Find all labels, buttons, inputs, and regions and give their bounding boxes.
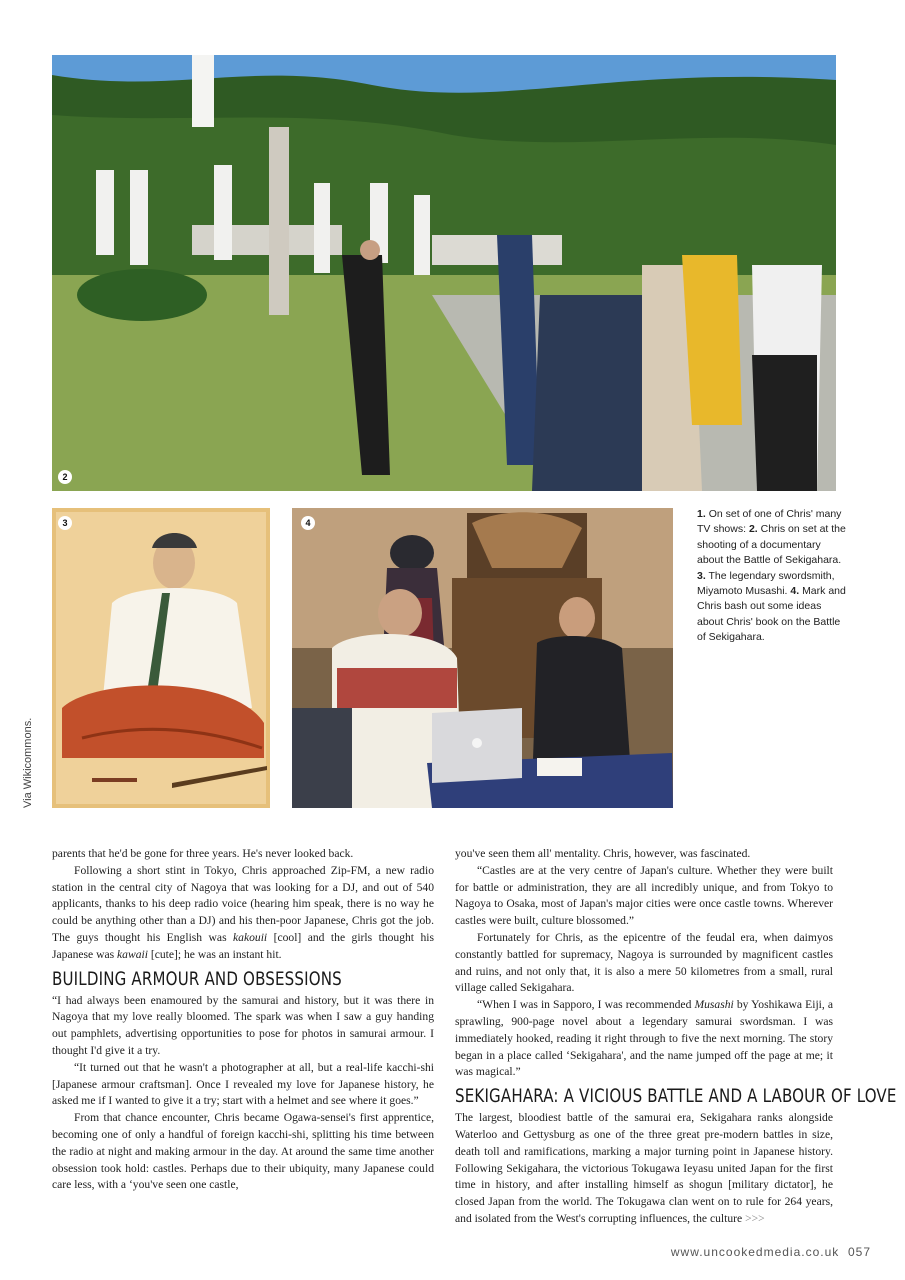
paragraph [52,863,434,964]
caption-text: On set of one of Chris' many TV shows: [697,508,842,536]
photo-caption [697,507,847,646]
photo-number-badge: 3 [58,516,72,530]
caption-text: Mark and Chris bash out some ideas about Chris' book on the Battle of Sekigahara. [697,585,846,644]
italic-word: kawaii [117,947,148,961]
caption-number: 1. [697,508,706,520]
samurai-painting-image [52,508,270,808]
paragraph: Fortunately for Chris, as the epicentre of the feudal era, when daimyos constantly battled for supremacy, Nagoya is surrounded by magnificent castles and ruins, and not only that, it is also a mere 50 kilometres from a small, rural village called Sekigahara. [455,930,833,995]
page-number: 057 [847,1245,871,1259]
paragraph: parents that he'd be gone for three years. He's never looked back. [52,847,354,860]
caption-number: 4. [790,585,800,598]
caption-number: 3. [697,569,706,582]
paragraph: you've seen them all' mentality. Chris, however, was fascinated. [455,847,751,860]
continued-marker: >>> [745,1211,765,1225]
photo-samurai-painting [52,508,270,808]
italic-title: Musashi [694,998,734,1012]
paragraph-text: The largest, bloodiest battle of the samurai era, Sekigahara ranks alongside Waterloo and Gettysburg as one of the three great pre-modern battles in size, death toll and ramifications, marking a major turning point in Japanese history. Following Sekigahara, the victorious Tokugawa Ieyasu united Japan for the first time in history, and after installing himself as shogun [military dictator], he closed Japan from the world. The Tokugawa clan went on to rule for 264 years, and isolated from the West's corrupting influences, the culture [455,1111,833,1225]
paragraph: From that chance encounter, Chris became Ogawa-sensei's first apprentice, becoming one of only a handful of foreign kacchi-shi, splitting his time between the radio at night and making armour in the day. At around the same time another obsession took hold: castles. Perhaps due to their ubiquity, many Japanese could care less, with a ‘you've seen one castle, [52,1111,434,1192]
section-heading: SEKIGAHARA: A VICIOUS BATTLE AND A LABOUR OF LOVE [455,1085,897,1108]
paragraph: “It turned out that he wasn't a photographer at all, but a real-life kacchi-shi [Japanese armour craftsman]. Once I revealed my love for Japanese history, he asked me if I wanted to give it a try; start with a helmet and see where it goes.” [52,1060,434,1108]
caption-text: The legendary swordsmith, Miyamoto Musashi. [697,569,835,598]
photo-mark-and-chris [292,508,673,808]
documentary-shoot-image [52,55,836,491]
paragraph: “Castles are at the very centre of Japan's culture. Whether they were built for battle or administration, they are all incredibly unique, and from Tokyo to Nagoya to Osaka, most of Japan's major cities were once castle towns. Wherever castles were built, culture blossomed.” [455,863,833,928]
paragraph-text: by Yoshikawa Eiji, a sprawling, 900-page novel about a legendary samurai swordsman. I was immediately hooked, reading it right through to five the next morning. The story began in a place called ‘Sekigahara', and the name jumped off the page at me; it was magical.” [455,998,834,1079]
mark-and-chris-image [292,508,673,808]
photo-number-badge: 2 [58,470,72,484]
photo-documentary-shoot [52,55,836,491]
paragraph-text: Following a short stint in Tokyo, Chris approached Zip-FM, a new radio station in the central city of Nagoya that was looking for a DJ, and out of 540 applicants, thanks to his deep radio voice (hearing him speak, there is no way he could be anything other than a DJ) and his then-poor Japanese, Chris got the job. The guys thought his English was [52,863,434,944]
caption-text: Chris on set at the shooting of a documentary about the Battle of Sekigahara. [697,523,846,567]
paragraph-text: [cute]; he was an instant hit. [147,947,282,961]
paragraph-text: “When I was in Sapporo, I was recommended [477,998,695,1012]
italic-word: kakouii [233,930,268,944]
paragraph [455,1110,833,1228]
photo-credit: Via Wikicommons. [22,717,34,808]
page-footer [671,1245,871,1259]
paragraph-text: [cool] and the girls thought his Japanese was [52,930,434,961]
article-left-column [52,846,434,1194]
article-right-column [455,846,897,1228]
paragraph: “I had always been enamoured by the samurai and history, but it was there in Nagoya that my love really bloomed. The spark was when I saw a guy handing out pamphlets, advertising opportunities to pose for photos in samurai armour. I thought I'd give it a try. [52,993,434,1057]
paragraph [455,997,833,1081]
section-heading: BUILDING ARMOUR AND OBSESSIONS [52,967,342,990]
caption-number: 2. [748,523,758,536]
photo-number-badge: 4 [301,516,315,530]
website-url[interactable]: www.uncookedmedia.co.uk [670,1245,840,1259]
